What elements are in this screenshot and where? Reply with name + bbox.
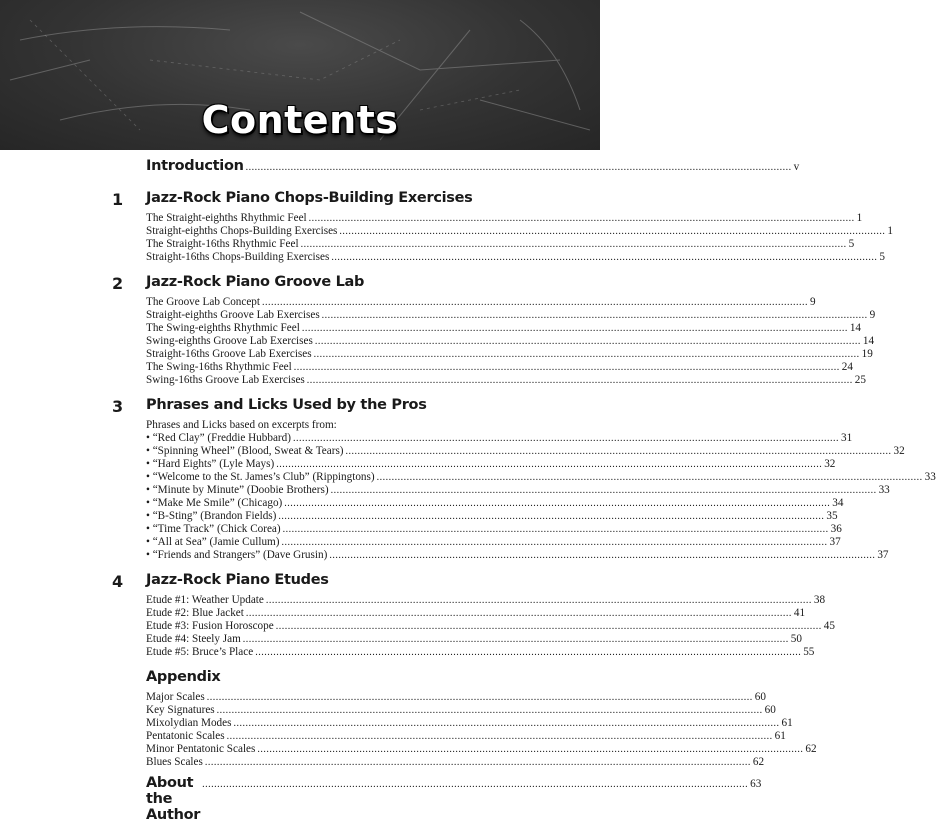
- entry-page: 9: [810, 296, 816, 308]
- leader-dots: ......................................................................................................................................................................................: [282, 524, 829, 535]
- leader-dots: ......................................................................................................................................................................................: [265, 595, 812, 606]
- leader-dots: ......................................................................................................................................................................................: [330, 485, 877, 496]
- section-title: Phrases and Licks Used by the Pros: [146, 397, 427, 413]
- leader-dots: ......................................................................................................................................................................................: [331, 252, 878, 263]
- entry-page: 55: [803, 646, 815, 658]
- leader-dots: ......................................................................................................................................................................................: [278, 511, 825, 522]
- toc-entry[interactable]: [146, 484, 890, 497]
- entry-page: 5: [879, 251, 885, 263]
- leader-dots: ......................................................................................................................................................................................: [301, 323, 848, 334]
- toc-about-row[interactable]: [146, 775, 762, 823]
- leader-dots: ......................................................................................................................................................................................: [313, 349, 860, 360]
- entry-label: Major Scales: [146, 691, 205, 703]
- entry-label: The Swing-16ths Rhythmic Feel: [146, 361, 292, 373]
- entry-label: • “Red Clay” (Freddie Hubbard): [146, 432, 291, 444]
- entry-page: 41: [793, 607, 806, 619]
- entry-page: 62: [752, 756, 765, 768]
- toc-entry[interactable]: [146, 549, 889, 562]
- entry-label: Swing-eighths Groove Lab Exercises: [146, 335, 313, 347]
- leader-dots: ......................................................................................................................................................................................: [206, 692, 753, 703]
- entry-label: Straight-eighths Groove Lab Exercises: [146, 309, 320, 321]
- entry-page: 32: [893, 445, 905, 457]
- toc-intro-row[interactable]: [146, 158, 800, 180]
- header-banner: [0, 0, 600, 150]
- entry-label: • “B-Sting” (Brandon Fields): [146, 510, 277, 522]
- entry-label: • “Friends and Strangers” (Dave Grusin): [146, 549, 328, 561]
- entry-page: 45: [823, 620, 835, 632]
- entry-label: The Straight-16ths Rhythmic Feel: [146, 238, 299, 250]
- leader-dots: ......................................................................................................................................................................................: [284, 498, 831, 509]
- entry-page: 5: [848, 238, 855, 250]
- leader-dots: ......................................................................................................................................................................................: [204, 757, 751, 768]
- leader-dots: ......................................................................................................................................................................................: [257, 744, 804, 755]
- toc-entry[interactable]: [146, 691, 766, 704]
- entry-label: The Swing-eighths Rhythmic Feel: [146, 322, 300, 334]
- toc-entry[interactable]: [146, 335, 875, 348]
- about-page: 63: [750, 778, 762, 790]
- toc-entry[interactable]: [146, 646, 815, 659]
- entry-label: Etude #4: Steely Jam: [146, 633, 241, 645]
- toc-entry[interactable]: [146, 594, 826, 607]
- section-heading-4: [0, 572, 600, 594]
- toc-entry[interactable]: [146, 497, 844, 510]
- entry-label: • “Hard Eights” (Lyle Mays): [146, 458, 275, 470]
- leader-dots: ......................................................................................................................................................................................: [292, 433, 839, 444]
- entry-page: 9: [869, 309, 876, 321]
- entry-label: • “All at Sea” (Jamie Cullum): [146, 536, 280, 548]
- entry-page: 25: [854, 374, 866, 386]
- entry-label: The Groove Lab Concept: [146, 296, 261, 308]
- section-number: 2: [112, 274, 124, 293]
- section-heading-3: [0, 397, 600, 419]
- section-note: Phrases and Licks based on excerpts from:: [146, 419, 337, 431]
- entry-label: Etude #5: Bruce’s Place: [146, 646, 254, 658]
- entry-page: 37: [877, 549, 889, 561]
- leader-dots: ......................................................................................................................................................................................: [308, 213, 855, 224]
- leader-dots: ......................................................................................................................................................................................: [226, 731, 773, 742]
- appendix-title: Appendix: [146, 669, 221, 685]
- leader-dots: ......................................................................................................................................................................................: [245, 162, 792, 173]
- toc-entry[interactable]: [146, 607, 806, 620]
- entry-label: Swing-16ths Groove Lab Exercises: [146, 374, 305, 386]
- entry-page: 60: [754, 691, 766, 703]
- toc-entry[interactable]: [146, 633, 802, 646]
- toc-entry[interactable]: [146, 225, 894, 238]
- toc-entry[interactable]: [146, 251, 885, 264]
- leader-dots: ......................................................................................................................................................................................: [255, 647, 802, 658]
- entry-page: 19: [861, 348, 873, 360]
- toc-entry[interactable]: [146, 212, 863, 225]
- leader-dots: ......................................................................................................................................................................................: [202, 779, 749, 790]
- entry-page: 34: [832, 497, 844, 509]
- toc-entry[interactable]: [146, 348, 873, 361]
- entry-label: Mixolydian Modes: [146, 717, 232, 729]
- toc-entry[interactable]: [146, 374, 866, 387]
- toc-entry[interactable]: [146, 523, 842, 536]
- entry-page: 24: [841, 361, 853, 373]
- entry-page: 32: [824, 458, 836, 470]
- entry-label: The Straight-eighths Rhythmic Feel: [146, 212, 307, 224]
- leader-dots: ......................................................................................................................................................................................: [281, 537, 828, 548]
- entry-page: 38: [813, 594, 826, 606]
- leader-dots: ......................................................................................................................................................................................: [233, 718, 780, 729]
- entry-label: Straight-16ths Chops-Building Exercises: [146, 251, 330, 263]
- entry-label: • “Time Track” (Chick Corea): [146, 523, 281, 535]
- leader-dots: ......................................................................................................................................................................................: [300, 239, 847, 250]
- entry-label: • “Minute by Minute” (Doobie Brothers): [146, 484, 329, 496]
- toc-entry[interactable]: [146, 432, 853, 445]
- toc-entry[interactable]: [146, 458, 836, 471]
- entry-page: 14: [862, 335, 875, 347]
- toc-entry[interactable]: [146, 717, 793, 730]
- leader-dots: ......................................................................................................................................................................................: [262, 297, 809, 308]
- entry-label: Straight-16ths Groove Lab Exercises: [146, 348, 312, 360]
- entry-page: 1: [856, 212, 863, 224]
- leader-dots: ......................................................................................................................................................................................: [276, 459, 823, 470]
- table-of-contents: [0, 158, 936, 823]
- section-heading-2: [0, 274, 600, 296]
- toc-entry[interactable]: [146, 296, 816, 309]
- entry-page: 62: [805, 743, 817, 755]
- entry-page: 60: [764, 704, 776, 716]
- section-heading-1: [0, 190, 600, 212]
- leader-dots: ......................................................................................................................................................................................: [345, 446, 892, 457]
- section-number: 4: [112, 572, 124, 591]
- entry-label: Etude #1: Weather Update: [146, 594, 264, 606]
- toc-entry[interactable]: [146, 238, 855, 251]
- toc-entry[interactable]: [146, 471, 936, 484]
- entry-page: 36: [830, 523, 842, 535]
- section-number: 3: [112, 397, 124, 416]
- intro-page: v: [793, 161, 800, 173]
- entry-label: • “Spinning Wheel” (Blood, Sweat & Tears): [146, 445, 344, 457]
- entry-page: 35: [826, 510, 838, 522]
- entry-page: 37: [829, 536, 841, 548]
- toc-entry[interactable]: [146, 743, 817, 756]
- leader-dots: ......................................................................................................................................................................................: [339, 226, 886, 237]
- section-title: Jazz-Rock Piano Chops-Building Exercises: [146, 190, 473, 206]
- section-title: Jazz-Rock Piano Etudes: [146, 572, 329, 588]
- entry-label: Blues Scales: [146, 756, 203, 768]
- entry-label: Etude #2: Blue Jacket: [146, 607, 244, 619]
- entry-label: • “Welcome to the St. James’s Club” (Rippingtons): [146, 471, 375, 483]
- entry-page: 31: [840, 432, 853, 444]
- entry-page: 61: [774, 730, 786, 742]
- toc-entry[interactable]: [146, 756, 765, 769]
- entry-page: 33: [924, 471, 936, 483]
- entry-page: 61: [781, 717, 793, 729]
- appendix-heading: [0, 669, 600, 691]
- leader-dots: ......................................................................................................................................................................................: [275, 621, 822, 632]
- section-title: Jazz-Rock Piano Groove Lab: [146, 274, 365, 290]
- toc-entry[interactable]: [146, 309, 876, 322]
- toc-entry[interactable]: [146, 510, 838, 523]
- toc-entry[interactable]: [146, 445, 905, 458]
- entry-label: Straight-eighths Chops-Building Exercises: [146, 225, 338, 237]
- entry-label: • “Make Me Smile” (Chicago): [146, 497, 283, 509]
- leader-dots: ......................................................................................................................................................................................: [329, 550, 876, 561]
- entry-label: Etude #3: Fusion Horoscope: [146, 620, 274, 632]
- leader-dots: ......................................................................................................................................................................................: [321, 310, 868, 321]
- toc-entry[interactable]: [146, 536, 841, 549]
- toc-entry[interactable]: [146, 730, 786, 743]
- leader-dots: ......................................................................................................................................................................................: [293, 362, 840, 373]
- leader-dots: ......................................................................................................................................................................................: [376, 472, 923, 483]
- entry-label: Minor Pentatonic Scales: [146, 743, 256, 755]
- entry-page: 1: [887, 225, 894, 237]
- leader-dots: ......................................................................................................................................................................................: [306, 375, 853, 386]
- entry-page: 14: [849, 322, 861, 334]
- page-title: Contents: [201, 98, 399, 142]
- toc-entry[interactable]: [146, 704, 776, 717]
- toc-entry[interactable]: [146, 361, 853, 374]
- leader-dots: ......................................................................................................................................................................................: [242, 634, 789, 645]
- entry-page: 33: [878, 484, 890, 496]
- entry-label: Key Signatures: [146, 704, 215, 716]
- about-title: About the Author: [146, 775, 201, 823]
- leader-dots: ......................................................................................................................................................................................: [245, 608, 792, 619]
- section-number: 1: [112, 190, 124, 209]
- leader-dots: ......................................................................................................................................................................................: [216, 705, 763, 716]
- entry-page: 50: [790, 633, 802, 645]
- entry-label: Pentatonic Scales: [146, 730, 225, 742]
- toc-entry[interactable]: [146, 620, 835, 633]
- intro-title: Introduction: [146, 158, 244, 174]
- toc-entry[interactable]: [146, 322, 861, 335]
- leader-dots: ......................................................................................................................................................................................: [314, 336, 861, 347]
